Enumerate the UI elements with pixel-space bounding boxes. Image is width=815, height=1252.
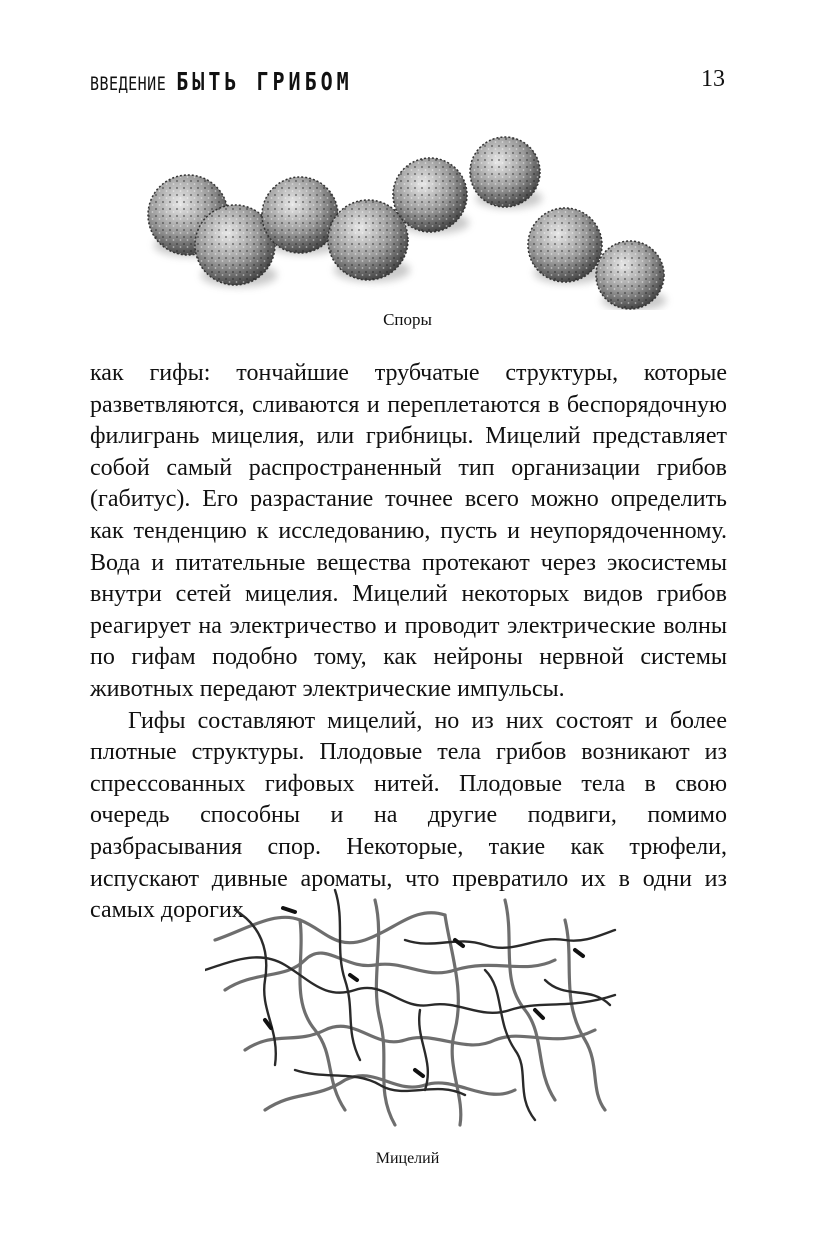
page-number: 13 bbox=[701, 66, 725, 92]
running-head-title: БЫТЬ ГРИБОМ bbox=[176, 66, 353, 96]
body-text bbox=[90, 358, 727, 927]
spores-illustration bbox=[140, 130, 680, 310]
running-head bbox=[90, 66, 353, 96]
paragraph-1: как гифы: тончайшие трубчатые структуры, которые разветвляются, сливаются и переплетаются в беспорядочную филигрань мицелия, или грибницы. Мицелий представляет собой самый распространенный тип организации грибов (габитус). Его разрастание точнее всего можно определить как тенденцию к исследованию, пусть и неупорядоченному. Вода и питательные вещества протекают через экосистемы внутри сетей мицелия. Мицелий некоторых видов грибов реагирует на электричество и проводит электрические волны по гифам подобно тому, как нейроны нервной системы животных передают электрические импульсы. bbox=[90, 360, 727, 702]
running-head-chapter: ВВЕДЕНИЕ bbox=[90, 72, 167, 95]
mycelium-caption: Мицелий bbox=[375, 1150, 440, 1167]
paragraph-2: Гифы составляют мицелий, но из них состоят и более плотные структуры. Плодовые тела грибов возникают из спрессованных гифовых нитей. Плодовые тела в свою очередь способны и на другие подвиги, помимо разбрасывания спор. Некоторые, такие как трюфели, испускают дивные ароматы, что превратило их в одни из самых дорогих bbox=[90, 707, 727, 924]
mycelium-illustration bbox=[205, 880, 625, 1140]
spores-caption: Споры bbox=[383, 310, 432, 329]
